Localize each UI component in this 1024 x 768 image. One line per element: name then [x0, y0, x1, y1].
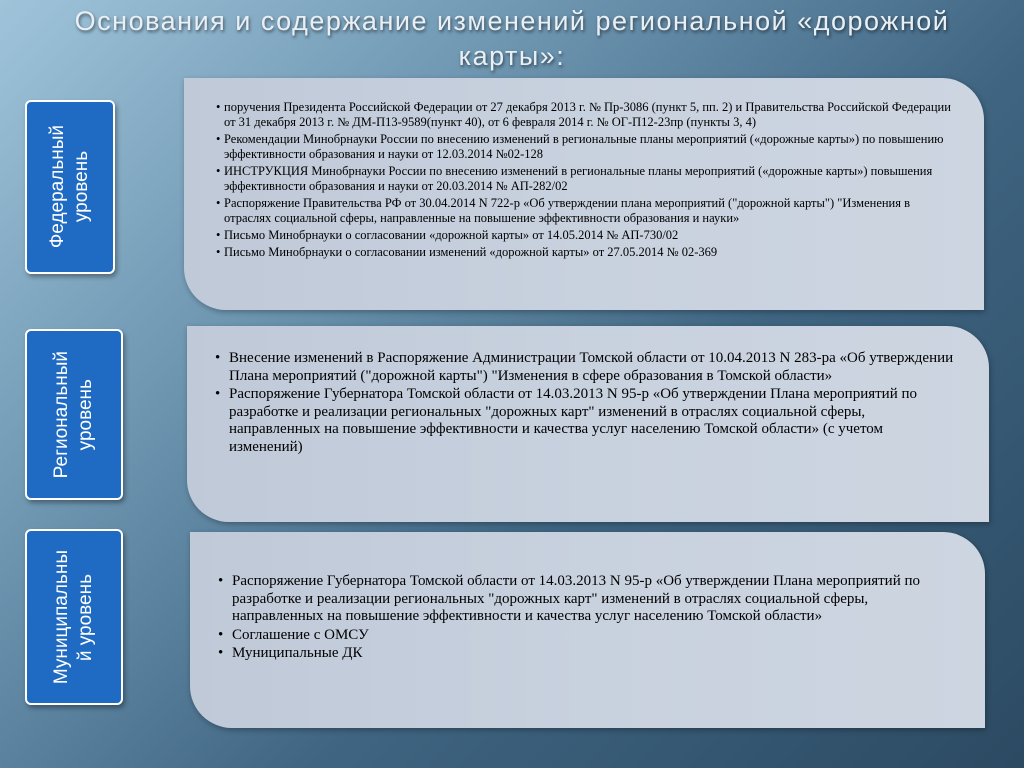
federal-level-label-text: Федеральный уровень [47, 125, 92, 249]
regional-level-list [229, 350, 959, 456]
municipal-list-item: • Соглашение с ОМСУ [232, 627, 955, 645]
federal-list-item: • ИНСТРУКЦИЯ Минобрнауки России по внесению изменений в региональные планы мероприятий («дорожные карты») повышения эффективности образования и науки от 20.03.2014 № АП-282/02 [214, 164, 960, 194]
municipal-list-item: • Распоряжение Губернатора Томской области от 14.03.2013 N 95-р «Об утверждении Плана мероприятий по разработке и реализации региональных "дорожных карт" изменений в отраслях социальной сферы, направленных на повышение эффективности и качества услуг населению Томской области» [232, 573, 955, 626]
regional-level-label [25, 329, 123, 500]
federal-list-item: • Распоряжение Правительства РФ от 30.04.2014 N 722-р «Об утверждении плана мероприятий ("дорожной карты") "Изменения в отраслях социальной сферы, направленные на повышение эффективности образования и науки» [214, 196, 960, 226]
municipal-level-label-text: Муниципальны й уровень [51, 549, 96, 685]
federal-level-list [214, 100, 960, 260]
federal-level-label [25, 100, 115, 274]
municipal-level-label [25, 529, 123, 705]
federal-level-panel [184, 78, 984, 310]
federal-list-item: • поручения Президента Российской Федерации от 27 декабря 2013 г. № Пр-3086 (пункт 5, пп. 2) и Правительства Российской Федерации от 31 декабря 2013 г. № ДМ-П13-9589(пункт 40), от 6 февраля 2014 г. № ОГ-П12-23пр (пункты 3, 4) [214, 100, 960, 130]
federal-list-item: • Письмо Минобрнауки о согласовании «дорожной карты» от 14.05.2014 № АП-730/02 [214, 228, 960, 243]
federal-list-item: • Письмо Минобрнауки о согласовании изменений «дорожной карты» от 27.05.2014 № 02-369 [214, 245, 960, 260]
regional-list-item: • Распоряжение Губернатора Томской области от 14.03.2013 N 95-р «Об утверждении Плана мероприятий по разработке и реализации региональных "дорожных карт" изменений в отраслях социальной сферы, направленных на повышение эффективности и качества услуг населению Томской области» (с учетом изменений) [229, 386, 959, 456]
slide-title: Основания и содержание изменений региональной «дорожной карты»: [74, 6, 950, 71]
federal-list-item: • Рекомендации Минобрнауки России по внесению изменений в региональные планы мероприятий («дорожные карты») по повышению эффективности образования и науки от 12.03.2014 №02-128 [214, 132, 960, 162]
municipal-list-item: • Муниципальные ДК [232, 645, 955, 663]
regional-level-label-text: Региональный уровень [51, 350, 96, 479]
regional-list-item: • Внесение изменений в Распоряжение Администрации Томской области от 10.04.2013 N 283-ра «Об утверждении Плана мероприятий ("дорожной карты") "Изменения в сфере образования в Томской области» [229, 350, 959, 385]
regional-level-panel [187, 326, 989, 522]
municipal-level-panel [190, 532, 985, 728]
municipal-level-list [232, 573, 955, 663]
